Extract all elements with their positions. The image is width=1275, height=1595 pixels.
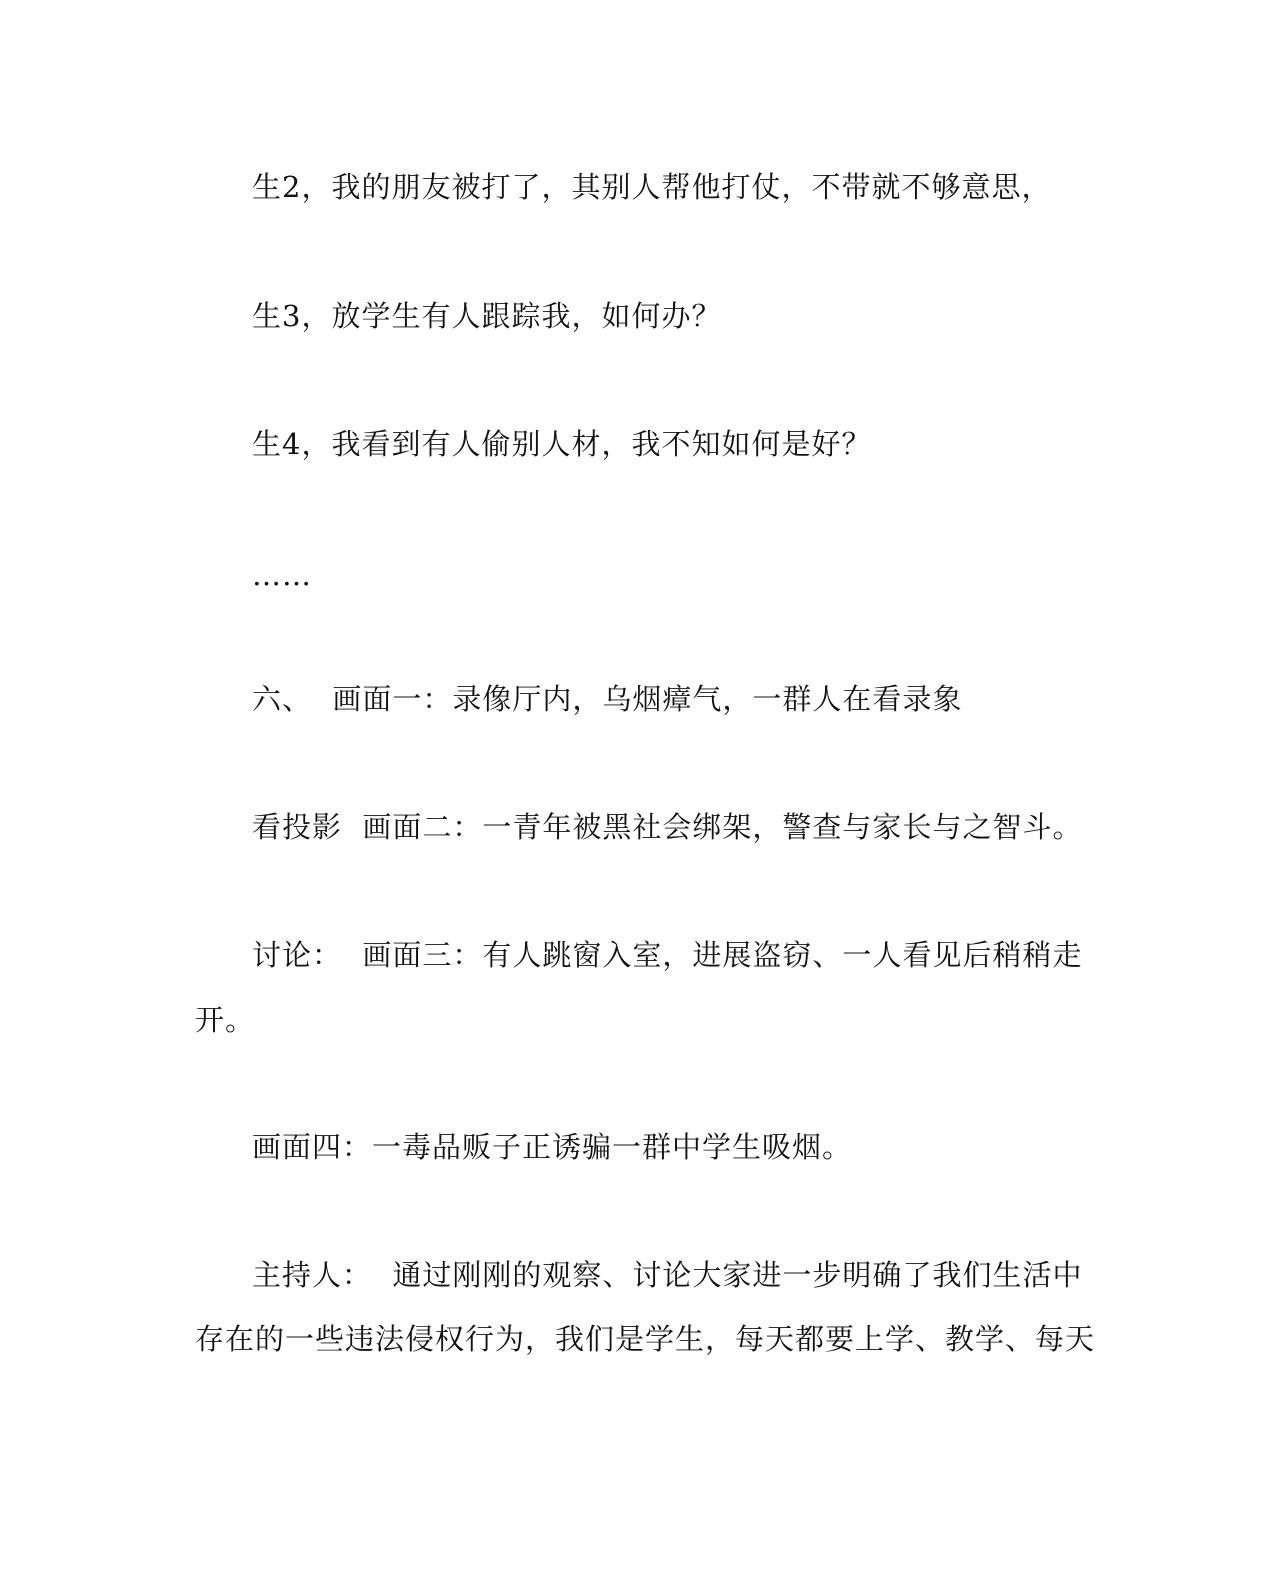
paragraph-line: 画面四：一毒品贩子正诱骗一群中学生吸烟。 bbox=[252, 1130, 853, 1164]
paragraph-line: 开。 bbox=[195, 1003, 256, 1037]
paragraph-line: 六、 画面一：录像厅内，乌烟瘴气，一群人在看录象 bbox=[252, 682, 963, 716]
paragraph-line: 主持人： 通过刚刚的观察、讨论大家进一步明确了我们生活中 bbox=[252, 1258, 1083, 1292]
paragraph-line: 讨论： 画面三：有人跳窗入室，进展盗窃、一人看见后稍稍走 bbox=[252, 938, 1083, 972]
ellipsis-line: …… bbox=[252, 558, 312, 592]
paragraph-line: 看投影 画面二：一青年被黑社会绑架，警查与家长与之智斗。 bbox=[252, 810, 1083, 844]
paragraph-line: 生4，我看到有人偷别人材，我不知如何是好？ bbox=[252, 427, 872, 461]
paragraph-line: 生3，放学生有人跟踪我，如何办？ bbox=[252, 299, 722, 333]
paragraph-line: 生2，我的朋友被打了，其别人帮他打仗，不带就不够意思， bbox=[252, 170, 1052, 204]
paragraph-line: 存在的一些违法侵权行为，我们是学生，每天都要上学、教学、每天 bbox=[195, 1322, 1096, 1356]
